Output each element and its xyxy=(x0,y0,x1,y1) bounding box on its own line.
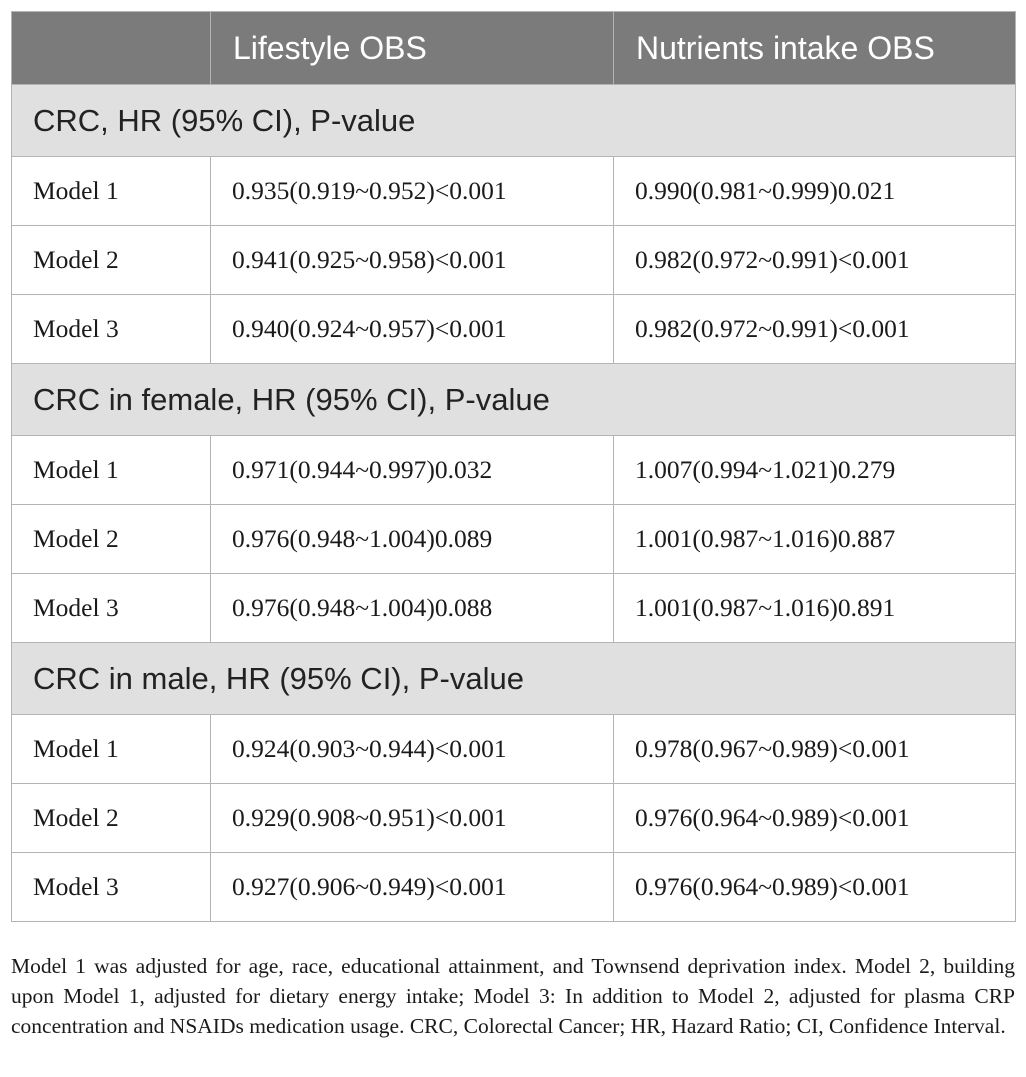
table-row xyxy=(12,715,1016,784)
table-row xyxy=(12,295,1016,364)
table-row xyxy=(12,436,1016,505)
model-cell: Model 3 xyxy=(12,295,211,364)
model-cell: Model 2 xyxy=(12,784,211,853)
table-row xyxy=(12,226,1016,295)
table-row xyxy=(12,157,1016,226)
lifestyle-cell: 0.935(0.919~0.952)<0.001 xyxy=(211,157,614,226)
nutrients-cell: 0.978(0.967~0.989)<0.001 xyxy=(614,715,1016,784)
table-row xyxy=(12,784,1016,853)
lifestyle-cell: 0.971(0.944~0.997)0.032 xyxy=(211,436,614,505)
model-cell: Model 3 xyxy=(12,574,211,643)
section-title: CRC in female, HR (95% CI), P-value xyxy=(12,364,1016,436)
model-cell: Model 1 xyxy=(12,436,211,505)
nutrients-cell: 0.982(0.972~0.991)<0.001 xyxy=(614,295,1016,364)
lifestyle-cell: 0.929(0.908~0.951)<0.001 xyxy=(211,784,614,853)
model-cell: Model 1 xyxy=(12,715,211,784)
header-cell-nutrients-intake-obs: Nutrients intake OBS xyxy=(614,12,1016,85)
lifestyle-cell: 0.927(0.906~0.949)<0.001 xyxy=(211,853,614,922)
nutrients-cell: 0.976(0.964~0.989)<0.001 xyxy=(614,853,1016,922)
table-header-row xyxy=(12,12,1016,85)
table-footnote: Model 1 was adjusted for age, race, educational attainment, and Townsend deprivation index. Model 2, building upon Model 1, adjusted for dietary energy intake; Model 3: In addition to Model 2, adjusted for plasma CRP concentration and NSAIDs medication usage. CRC, Colorectal Cancer; HR, Hazard Ratio; CI, Confidence Interval. xyxy=(11,953,1015,1038)
nutrients-cell: 1.007(0.994~1.021)0.279 xyxy=(614,436,1016,505)
lifestyle-cell: 0.941(0.925~0.958)<0.001 xyxy=(211,226,614,295)
section-row-crc xyxy=(12,85,1016,157)
nutrients-cell: 1.001(0.987~1.016)0.891 xyxy=(614,574,1016,643)
header-cell-lifestyle-obs: Lifestyle OBS xyxy=(211,12,614,85)
section-title: CRC in male, HR (95% CI), P-value xyxy=(12,643,1016,715)
results-table-container xyxy=(11,11,1015,922)
table-row xyxy=(12,853,1016,922)
nutrients-cell: 0.990(0.981~0.999)0.021 xyxy=(614,157,1016,226)
section-row-crc-male xyxy=(12,643,1016,715)
nutrients-cell: 0.982(0.972~0.991)<0.001 xyxy=(614,226,1016,295)
model-cell: Model 1 xyxy=(12,157,211,226)
lifestyle-cell: 0.940(0.924~0.957)<0.001 xyxy=(211,295,614,364)
table-row xyxy=(12,505,1016,574)
model-cell: Model 2 xyxy=(12,505,211,574)
model-cell: Model 2 xyxy=(12,226,211,295)
nutrients-cell: 0.976(0.964~0.989)<0.001 xyxy=(614,784,1016,853)
nutrients-cell: 1.001(0.987~1.016)0.887 xyxy=(614,505,1016,574)
model-cell: Model 3 xyxy=(12,853,211,922)
section-row-crc-female xyxy=(12,364,1016,436)
header-cell-empty xyxy=(12,12,211,85)
table-row xyxy=(12,574,1016,643)
lifestyle-cell: 0.924(0.903~0.944)<0.001 xyxy=(211,715,614,784)
lifestyle-cell: 0.976(0.948~1.004)0.088 xyxy=(211,574,614,643)
lifestyle-cell: 0.976(0.948~1.004)0.089 xyxy=(211,505,614,574)
results-table xyxy=(11,11,1016,922)
section-title: CRC, HR (95% CI), P-value xyxy=(12,85,1016,157)
